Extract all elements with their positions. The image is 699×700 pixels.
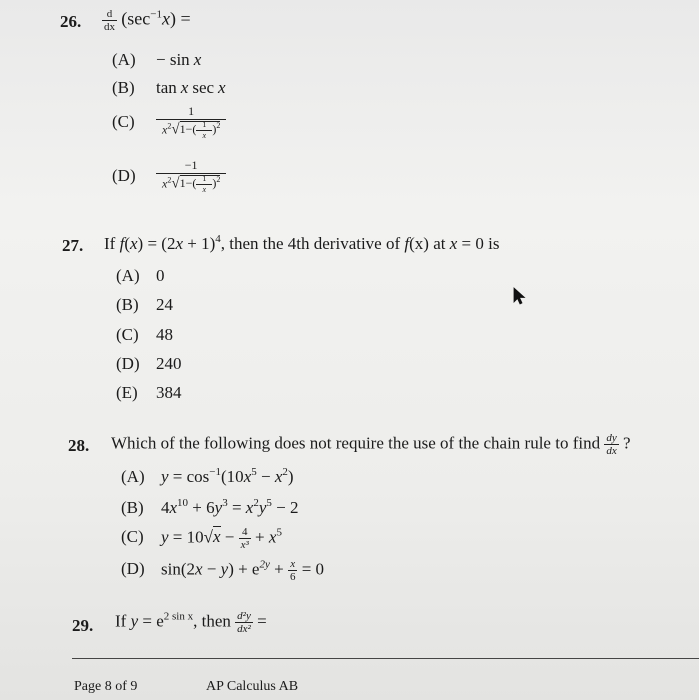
q27-stem-g: = 0 is	[457, 234, 500, 253]
q26-d-fraction	[156, 158, 226, 194]
q26-c-den-x: x	[162, 122, 168, 137]
q26-b-var1: x	[180, 78, 189, 97]
q28-d-eq: = 0	[297, 559, 325, 579]
q26-func-sup: −1	[150, 8, 162, 21]
q26-choice-a	[112, 50, 201, 70]
q28-b-minus2: − 2	[271, 498, 299, 517]
q26-d-den-sq: 2	[167, 175, 172, 185]
q26-choice-c	[112, 104, 226, 140]
q26-d-den-inner: 1−(	[179, 176, 197, 191]
q28-d-sin: sin(2	[161, 559, 195, 579]
q26-deriv-num: d	[102, 8, 117, 21]
q27-stem-f2: f	[404, 234, 410, 253]
q27-number: 27.	[62, 236, 84, 255]
q27-choice-d	[116, 354, 182, 374]
q28-d-label: (D)	[121, 559, 145, 579]
q28-c-fd: x³	[240, 539, 249, 551]
q29-e: = e	[138, 611, 164, 631]
q26-d-den-pow: 2	[216, 175, 221, 185]
q28-c-frac	[239, 526, 251, 551]
q27-stem-fx: (x) at	[409, 234, 446, 253]
q28-c-x5: x	[268, 527, 277, 547]
q27-stem-x2: x	[175, 234, 183, 253]
q28-b-label: (B)	[121, 498, 144, 517]
q28-b-plus: + 6	[188, 498, 215, 517]
q29-eq: =	[252, 611, 267, 631]
q28-b-eq: =	[227, 498, 246, 517]
q28-b-y: y	[214, 498, 223, 517]
q28-d-e: ) + e	[228, 559, 260, 579]
q29-fn: d²y	[237, 610, 251, 622]
q28-c-x: x	[212, 527, 221, 547]
q26-c-den-pow: 2	[216, 121, 221, 131]
q27-b-label: (B)	[116, 295, 139, 314]
q27-stem-b: (	[124, 234, 130, 253]
q28-d-plus: +	[269, 559, 288, 579]
q28-dx: dx	[606, 445, 617, 457]
q27-stem-x1: x	[129, 234, 138, 253]
q29-number: 29.	[72, 616, 94, 635]
q27-stem-a: If	[104, 234, 116, 253]
q27-d-value: 240	[156, 354, 182, 373]
q28-a-sup2: 5	[251, 466, 257, 478]
q26-a-label: (A)	[112, 50, 136, 69]
q26-c-den-frac	[196, 121, 212, 140]
q28-a-x2: x	[274, 467, 283, 486]
q26-b-var2: x	[218, 78, 226, 97]
q28-a-label: (A)	[121, 467, 145, 486]
q28-b-y2: y	[258, 498, 267, 517]
q28-d-x: x	[195, 559, 203, 579]
q29-fd: dx²	[237, 623, 251, 635]
q27-d-label: (D)	[116, 354, 140, 373]
footer-page: Page 8 of 9	[74, 679, 138, 694]
q28-dydx	[604, 432, 618, 457]
q26-c-den-fx: x	[202, 131, 207, 140]
q27-stem-d: + 1)	[183, 234, 216, 253]
q26-choice-d	[112, 158, 226, 194]
q26-deriv-den: dx	[104, 21, 115, 33]
q28-a-x1: x	[243, 467, 252, 486]
q28-choice-a	[121, 467, 294, 487]
q26-d-den-close: )	[212, 176, 217, 191]
q27-e-value: 384	[156, 383, 182, 402]
q28-d-minus: −	[202, 559, 221, 579]
q28-d-fn: x	[288, 558, 298, 571]
q27-stem-e: , then the 4th derivative of	[220, 234, 401, 253]
q27-stem-pow: 4	[215, 233, 221, 245]
q28-c-y: y	[161, 527, 169, 547]
q26-func-end: ) =	[169, 8, 191, 29]
q26-d-num: −1	[156, 158, 226, 174]
q27-stem-x3: x	[449, 234, 458, 253]
q28-c-fn: 4	[239, 526, 251, 539]
q29-sup: 2 sin x	[163, 610, 194, 623]
q28-c-label: (C)	[121, 527, 144, 547]
q28-choice-b	[121, 498, 298, 518]
q27-a-label: (A)	[116, 266, 140, 285]
q29-if: If	[115, 611, 127, 631]
q26-b-text: tan	[156, 78, 177, 97]
q27-b-value: 24	[156, 295, 173, 314]
q27-stem-f: f	[119, 234, 125, 253]
q26-c-den: $x^2√1-$( $\frac{1}{x}$ )$^2$	[162, 120, 221, 140]
q28-a-y: y	[161, 467, 169, 486]
q26-c-den-close: )	[212, 122, 217, 137]
q26-number: 26.	[60, 12, 82, 31]
q26-a-text: − sin	[156, 50, 190, 69]
q28-qmark: ?	[622, 433, 631, 453]
q26-c-den-inner: 1−(	[179, 122, 197, 137]
q28-c-sup: 5	[276, 526, 282, 539]
q26-d-den-x: x	[162, 176, 168, 191]
q27-stem	[104, 234, 499, 254]
q28-d-fd: 6	[289, 571, 296, 583]
q27-choice-e	[116, 383, 182, 403]
q26-stem	[102, 8, 191, 33]
q29-frac	[235, 610, 253, 635]
q28-a-minus: −	[256, 467, 275, 486]
q26-c-label: (C)	[112, 112, 135, 131]
q26-choice-b	[112, 78, 226, 98]
footer-course: AP Calculus AB	[206, 679, 299, 694]
q28-d-sup: 2y	[259, 558, 270, 571]
q28-stem-text: Which of the following does not require the use of the chain rule to find	[111, 433, 601, 453]
q26-c-fraction	[156, 104, 226, 140]
q28-stem	[111, 432, 631, 457]
q28-dy: dy	[606, 432, 617, 444]
q26-d-den-frac	[196, 175, 212, 194]
q29-y: y	[130, 611, 139, 631]
q26-c-den-sq: 2	[167, 121, 172, 131]
q26-b-label: (B)	[112, 78, 135, 97]
q28-number: 28.	[68, 436, 90, 455]
q29-then: , then	[193, 611, 231, 631]
q28-b-sup2: 3	[222, 497, 228, 509]
q28-choice-c	[121, 526, 282, 551]
q28-b-sup1: 10	[177, 497, 189, 509]
q26-d-den: $x^2√1-$( $\frac{1}{x}$ )$^2$	[162, 174, 221, 194]
q27-choice-c	[116, 325, 173, 345]
q26-d-den-fx: x	[202, 185, 207, 194]
q28-choice-d	[121, 558, 324, 583]
q26-func: (sec	[121, 8, 151, 29]
q26-c-num: 1	[156, 104, 226, 120]
q28-a-sup: −1	[209, 466, 222, 478]
q26-c-den-one: 1	[196, 121, 212, 131]
q26-func-var: x	[161, 8, 170, 29]
q28-a-sup3: 2	[282, 466, 288, 478]
q27-a-value: 0	[156, 266, 165, 285]
q27-c-label: (C)	[116, 325, 139, 344]
q28-b-sup4: 5	[266, 497, 272, 509]
q28-a-close: )	[287, 467, 294, 486]
q26-b-text2: sec	[192, 78, 215, 97]
q28-b-x2: x	[245, 498, 254, 517]
q27-c-value: 48	[156, 325, 173, 344]
q28-a-open: (10	[221, 467, 244, 486]
footer-rule	[72, 658, 699, 659]
q27-stem-c: ) = (2	[137, 234, 176, 253]
q27-choice-a	[116, 266, 165, 286]
q26-a-var: x	[193, 50, 202, 69]
q26-d-label: (D)	[112, 166, 136, 185]
q27-choice-b	[116, 295, 173, 315]
q28-b-sup3: 2	[253, 497, 259, 509]
q28-c-eq: = 10√	[168, 527, 213, 547]
q26-deriv-operator	[102, 8, 117, 33]
q26-d-den-one: 1	[196, 175, 212, 185]
q28-b-x: x	[169, 498, 178, 517]
q28-c-minus: −	[220, 527, 239, 547]
q28-b-4: 4	[161, 498, 170, 517]
q27-e-label: (E)	[116, 383, 138, 402]
mouse-cursor-icon	[513, 287, 527, 305]
q28-c-plus: +	[250, 527, 269, 547]
q28-d-y: y	[220, 559, 229, 579]
q28-a-cos: = cos	[168, 467, 210, 486]
q29-stem	[115, 610, 267, 635]
